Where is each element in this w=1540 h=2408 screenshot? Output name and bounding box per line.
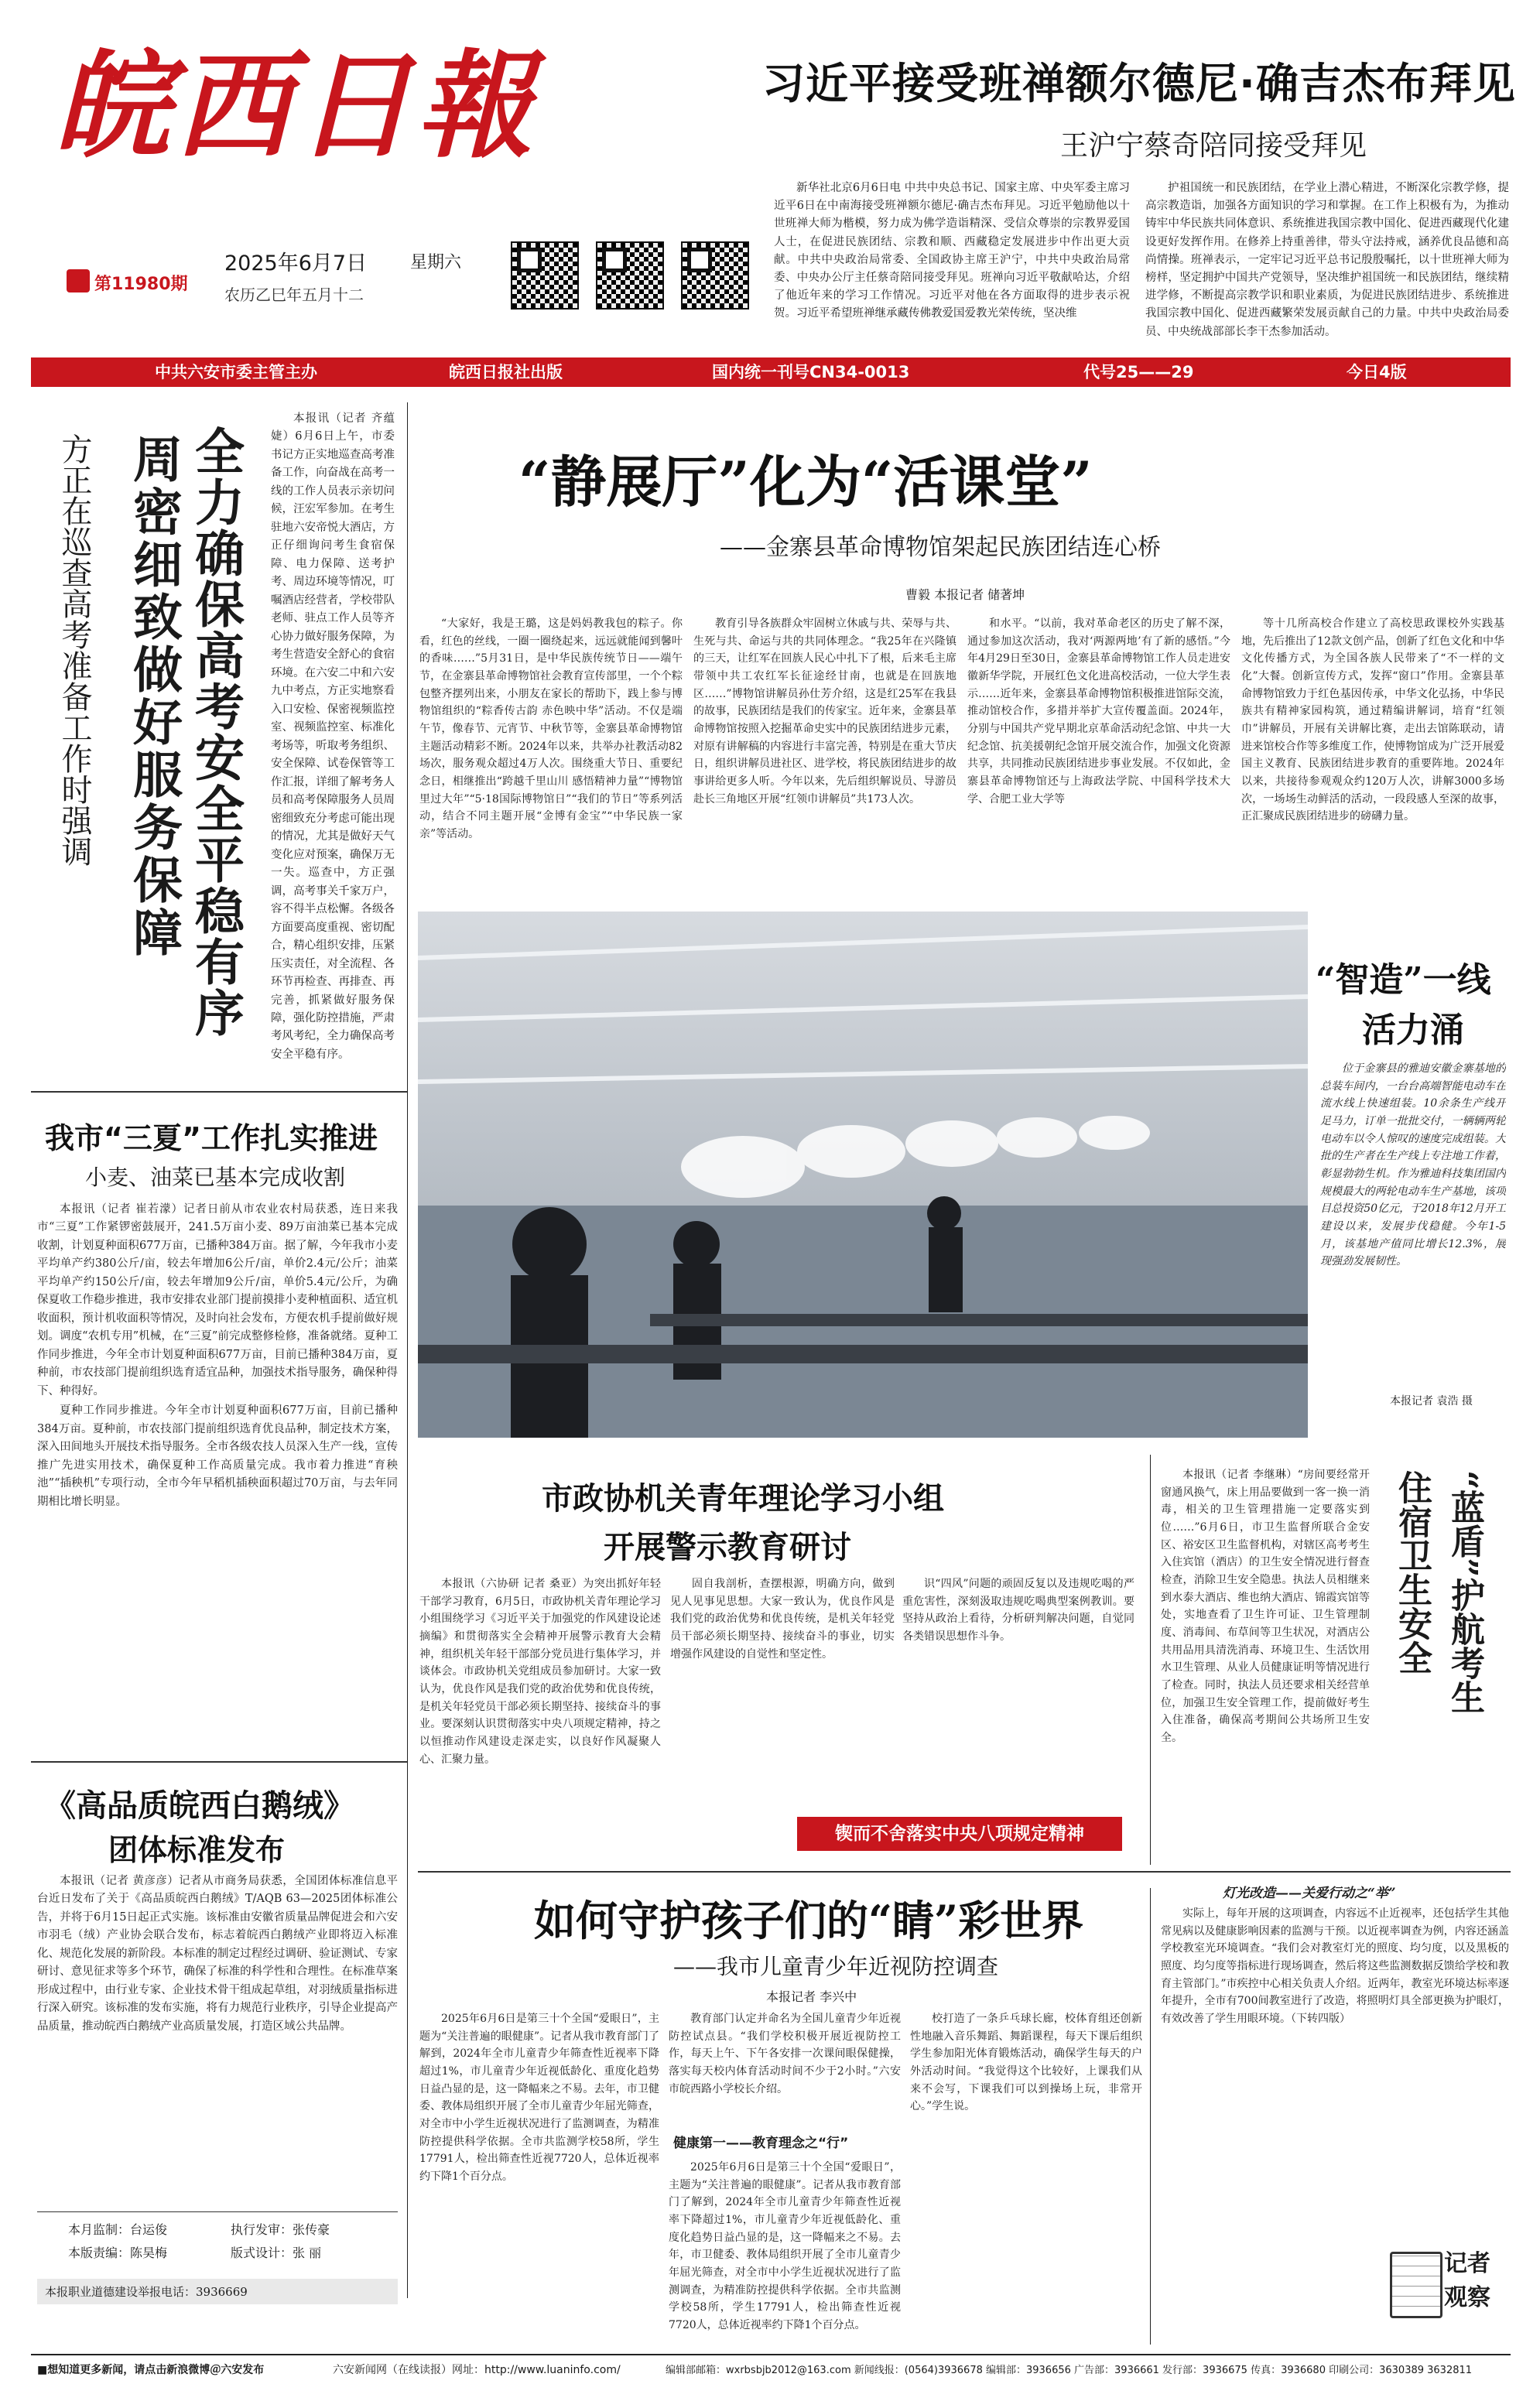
museum-byline: 曹毅 本报记者 储著坤 [905, 587, 1025, 602]
sanxia-title: 我市“三夏”工作扎实推进 [45, 1121, 378, 1155]
sanxia-body: 本报讯（记者 崔若濛）记者日前从市农业农村局获悉，连日来我市“三夏”工作紧锣密鼓展开，241.5万亩小麦、89万亩油菜已基本完成收割，计划夏种面积677万亩，已播种384万亩。据了解，今年我市小麦平均单产约380公斤/亩，较去年增加6公斤/亩，单价2.4元/公斤；油菜平均单产约150公斤/亩，较去年增加9公斤/亩，单价5.4元/公斤，为确保夏收工作稳步推进，我市安排农业部门提前摸排小麦种植面积、适宜机收面积，预计机收面积等情况，及时向社会发布，方便农机手提前做好规划。调度“农机专用”机械，在“三夏”前完成整修检修，准备就绪。夏种工作同步推进，今年全市计划夏种面积677万亩，目前已播种384万亩，夏种前，市农技部门提前组织选育适宜品种，加强技术指导服务，确保种得下、种得好。 夏种工作同步推进。今年全市计划夏种面积677万亩，目前已播种384万亩。夏种前，市农技部门提前组织选育优良品种，制定技术方案，深入田间地头开展技术指导服务。全市各级农技人员深入生产一线，宣传推广先进实用技术，确保夏种工作高质量完成。我市着力推进“育秧池”“插秧机”专项行动，全市今年早稻机插秧面积超过70万亩，与去年同期相比增长明显。 [37, 1203, 398, 1508]
reporter-note-badge [1385, 2236, 1509, 2337]
eyes-col-2b: 2025年6月6日是第三十个全国“爱眼日”，主题为“关注普遍的眼健康”。记者从我市教育部门了解到，2024年全市儿童青少年筛查性近视率下降超过1%，市儿童青少年近视低龄化、重度化趋势日益凸显的是，这一降幅来之不易。去年，市卫健委、教体局组织开展了全市儿童青少年屈光筛查，对全市中小学生近视状况进行了监测调查，为精准防控提供科学依据。全市共监测学校58所，学生17791人，检出筛查性近视7720人，总体近视率约下降1个百分点。 [669, 2161, 901, 2332]
page-count: 今日4版 [1347, 363, 1407, 381]
info-bar [31, 357, 1511, 387]
lead-col-2: 护祖国统一和民族团结，在学业上潜心精进，不断深化宗教学修，提高宗教造诣，加强各方面知识的学习和掌握。在工作上积极有为，为推动铸牢中华民族共同体意识、系统推进我国宗教中国化、促进西藏现代化建设更好发挥作用。在修养上持重善律，带头守法持戒，涵养优良品德和高尚情操。班禅表示，一定牢记习近平总书记殷殷嘱托，以十世班禅大师为榜样，坚定拥护中国共产党领导，坚决维护祖国统一和民族团结，继续精进学修，不断提高宗教学识和职业素质，为促进民族团结进步、系统推进我国宗教中国化、促进西藏繁荣发展贡献自己的力量。中共中央政治局委员、中央统战部部长李干杰参加活动。 [1145, 182, 1509, 338]
goose-subtitle: 团体标准发布 [108, 1833, 286, 1867]
museum-col-1: “大家好，我是王璐，这是妈妈教我包的粽子。你看，红色的丝线，一圈一圈绕起来，远远就能闻到馨叶的香味……”5月31日，是中华民族传统节日——端午节，在金寨县革命博物馆社会教育宣传部里，一个个粽包整齐摆列出来，小朋友在家长的帮助下，践上参与博物馆组织的“粽香传古韵 赤色映中华”活动。不仅是端午节，像春节、元宵节、中秋节等，金寨县革命博物馆主题活动精彩不断。2024年以来，共举办社教活动82场次，服务观众超过4万人次。围绕重大节日、重要纪念日，相继推出“跨越千里山川 感悟精神力量”“博物馆里过大年”“5·18国际博物馆日”“我们的节日”等系列活动，结合不同主题开展“金博有金宝”“中华民族一家亲”等活动。 [419, 617, 683, 841]
lunar-date: 农历乙巳年五月十二 [224, 286, 364, 304]
lead-col-1: 新华社北京6月6日电 中共中央总书记、国家主席、中央军委主席习近平6日在中南海接受班禅额尔德尼·确吉杰布拜见。习近平勉励他以十世班禅大师为楷模，努力成为佛学造诣精深、受信众尊崇的宗教界爱国人士，在促进民族团结、宗教和顺、西藏稳定发展进步中作出更大贡献。中共中央政治局常委、全国政协主席王沪宁，中共中央政治局常委、中央办公厅主任蔡奇陪同接受拜见。班禅向习近平敬献哈达，介绍了他近年来的学习工作情况。习近平对他在各方面取得的进步表示祝贺。习近平希望班禅继承藏传佛教爱国爱教光荣传统，坚决维 [774, 182, 1130, 320]
eyes-side-body: 实际上，每年开展的这项调查，内容远不止近视率，还包括学生其他常见病以及健康影响因素的监测与干预。以近视率调查为例，内容还涵盖学校教室光环境调查。“我们会对教室灯光的照度、均匀度，以及黑板的照度、均匀度等指标进行现场调查，然后将这些监测数据反馈给学校和教育主管部门。”市疾控中心相关负责人介绍。近两年，教室光环境达标率逐年提升，全市有700间教室进行了改造，将照明灯具全部更换为护眼灯，有效改善了学生用眼环境。（下转四版） [1161, 1907, 1509, 2026]
sponsor: 中共六安市委主管主办 [155, 363, 317, 381]
issue-date: 2025年6月7日 [224, 251, 368, 275]
masthead-logo: 皖西日報 [54, 38, 538, 174]
qr-code-2[interactable] [596, 241, 664, 310]
factory-photo [418, 912, 1308, 1438]
youth-title-2: 开展警示教育研讨 [604, 1530, 851, 1565]
serial-number: 国内统一刊号CN34-0013 [712, 363, 910, 381]
museum-title: “静展厅”化为“活课堂” [518, 449, 1093, 515]
left-story-title-1: 全力确保高考安全平稳有序 [187, 426, 244, 1038]
museum-col-4: 等十几所高校合作建立了高校思政课校外实践基地，先后推出了12款文创产品，创新了红色文化和中华文化传播方式，为全国各族人民带来了“不一样的文化”大餐。创新宣传方式，发挥“窗口”作用。金寨县革命博物馆致力于红色基因传承，中华文化弘扬，中华民族共有精神家园构筑，通过精编讲解词，培育“红领巾”讲解员，开展有关讲解比赛，走出去馆陈联动，请进来馆校合作等多维度工作，使博物馆成为广泛开展爱国主义教育、民族团结进步教育的重要阵地。2024年以来，共接待参观观众约120万人次，讲解3000多场次，一场场生动鲜活的活动，一段段感人至深的故事，正汇聚成民族团结进步的磅礴力量。 [1241, 617, 1504, 823]
blueshield-body: 本报讯（记者 李继琳）“房间要经常开窗通风换气，床上用品要做到一客一换一消毒，相关的卫生管理措施一定要落实到位……”6月6日，市卫生监督所联合金安区、裕安区卫生监督机构，对辖区高考考生入住宾馆（酒店）的卫生安全情况进行督查检查，消除卫生安全隐患。执法人员相继来到水泰大酒店、维也纳大酒店、锦霞宾馆等处，实地查看了卫生许可证、卫生管理制度、消毒间、布草间等卫生状况，对酒店公共用品用具清洗消毒、环境卫生、生活饮用水卫生管理、从业人员健康证明等情况进行了检查。同时，执法人员还要求相关经营单位，加强卫生安全管理工作，提前做好考生入住准备，确保高考期间公共场所卫生安全。 [1161, 1469, 1370, 1745]
photo-feature-title-2: 活力涌 [1362, 1011, 1464, 1050]
left-story-deck: 方正在巡查高考准备工作时强调 [56, 433, 92, 867]
eyes-col-2: 教育部门认定并命名为全国儿童青少年近视防控试点县。“我们学校积极开展近视防控工作，每天上午、下午各安排一次课间眼保健操，落实每天校内体育活动时间不少于2小时。”六安市皖西路小学校长介绍。 [669, 2013, 901, 2095]
youth-col-3: 识“四风”问题的顽固反复以及违规吃喝的严重危害性，深刻汲取违规吃喝典型案例教训。要坚持从政治上看待，分析研判解决问题，自觉同各类错误思想作斗争。 [902, 1578, 1134, 1644]
museum-subtitle: ——金寨县革命博物馆架起民族团结连心桥 [720, 534, 1161, 561]
left-story-body: 本报讯（记者 齐蕴婕）6月6日上午，市委书记方正实地巡查高考准备工作，向奋战在高考一线的工作人员表示亲切问候，汪宏军参加。在考生驻地六安帝悦大酒店，方正仔细询问考生食宿保障、电力保障、送考护考、周边环境等情况，叮嘱酒店经营者，学校带队老师、驻点工作人员等齐心协力做好服务保障，为考生营造安全舒心的食宿环境。在六安二中和六安九中考点，方正实地察看入口安检、保密视频监控室、视频监控室、标准化考场等，听取考务组织、安全保障、试卷保管等工作汇报，详细了解考务人员和高考保障服务人员周密细致充分考虑可能出现的情况，尤其是做好天气变化应对预案，确保万无一失。巡查中，方正强调，高考事关千家万户，容不得半点松懈。各级各方面要高度重视、密切配合，精心组织安排，压紧压实责任，对全流程、各环节再检查、再排查、再完善，抓紧做好服务保障，强化防控措施，严肃考风考纪，全力确保高考安全平稳有序。 [271, 412, 395, 1061]
goose-body: 本报讯（记者 黄彦彦）记者从市商务局获悉，全国团体标准信息平台近日发布了关于《高品质皖西白鹅绒》T/AQB 63—2025团体标准公告，并将于6月15日起正式实施。该标准由安徽省质量品牌促进会和六安市羽毛（绒）产业协会联合发布，标志着皖西白鹅绒产业即将迈入标准化、规范化发展的新阶段。本标准的制定过程经过调研、验证测试、专家研讨、意见征求等多个环节，确保了标准的科学性和合理性。在标准草案形成过程中，由行业专家、企业技术骨干组成起草组，对羽绒质量指标进行深入研究。该标准的发布实施，将有力规范行业秩序，引导企业提高产品质量，推动皖西白鹅绒产业高质量发展，打造区域公共品牌。 [37, 1875, 398, 2033]
qr-code-3[interactable] [681, 241, 749, 310]
eyes-col-3: 校打造了一条乒乓球长廊，校体育组还创新性地融入音乐舞蹈、舞蹈课程，每天下课后组织学生参加阳光体育锻炼活动，确保学生每天的户外活动时间。“我觉得这个比较好，上课我们从来不会写，下课我们可以到操场上玩，非常开心。”学生说。 [910, 2013, 1142, 2113]
lead-title: 习近平接受班禅额尔德尼·确吉杰布拜见 [762, 59, 1516, 108]
goose-title: 《高品质皖西白鹅绒》 [45, 1788, 354, 1824]
footer-contact: 编辑部邮箱：wxrbsbjb2012@163.com 新闻线报：(0564)3936678 编辑部：3936656 广告部：3936661 发行部：3936675 传真：3936680 印刷公司：3630389 3632811 [666, 2365, 1473, 2376]
youth-tag: 锲而不舍落实中央八项规定精神 [797, 1817, 1122, 1851]
blueshield-title-2: 住宿卫生安全 [1392, 1470, 1432, 1674]
notebook-icon [1390, 2252, 1442, 2318]
youth-col-2: 固自我剖析，查摆根源，明确方向，做到见人见事见思想。大家一致认为，优良作风是我们党的政治优势和优良传统，是机关年轻党员干部必须长期坚持、接续奋斗的事业，切实增强作风建设的自觉性和坚定性。 [670, 1578, 895, 1661]
footer-weibo[interactable]: ■想知道更多新闻，请点击新浪微博＠六安发布 [37, 2364, 265, 2376]
museum-col-3: 和水平。“以前，我对革命老区的历史了解不深，通过参加这次活动，我对‘两源两地’有了新的感悟。”今年4月29日至30日，金寨县革命博物馆工作人员走进安徽新华学院，开展红色文化进高校活动，一位大学生表示……近年来，金寨县革命博物馆积极推进馆际交流，推动馆校合作，多措并举扩大宣传覆盖面。2024年，分别与中国共产党早期北京革命活动纪念馆、中共一大纪念馆、抗美援朝纪念馆开展交流合作，加强文化资源共享，共同推动民族团结进步事业发展。不仅如此，金寨县革命博物馆还与上海政法学院、中国科学技术大学、合肥工业大学等 [967, 617, 1230, 806]
eyes-title: 如何守护孩子们的“睛”彩世界 [534, 1896, 1084, 1945]
reporter-note-label: 记者观察 [1444, 2250, 1490, 2311]
issue-weekday: 星期六 [410, 253, 462, 272]
photo-credit: 本报记者 袁浩 摄 [1390, 1395, 1473, 1408]
sanxia-subtitle: 小麦、油菜已基本完成收割 [85, 1165, 346, 1190]
youth-col-1: 本报讯（六协研 记者 桑亚）为突出抓好年轻干部学习教育，6月5日，市政协机关青年理论学习小组围绕学习《习近平关于加强党的作风建设论述摘编》和贯彻落实全会精神开展警示教育大会精神，组织机关年轻干部部分党员进行集体学习，并谈体会。市政协机关党组成员参加研讨。大家一致认为，优良作风是我们党的政治优势和优良传统，是机关年轻党员干部必须长期坚持、接续奋斗的事业。要深刻认识贯彻落实中央八项规定精神，持之以恒推动作风建设走深走实，以良好作风凝聚人心、汇聚力量。 [419, 1578, 661, 1766]
editors-box: 本月监制：台运俊 执行发审：张传豪 本版责编：陈昊梅 版式设计：张 丽 [37, 2211, 398, 2274]
eyes-subtitle: ——我市儿童青少年近视防控调查 [673, 1954, 999, 1979]
issue-number: 第11980期 [94, 275, 188, 294]
masthead-emblem-icon [67, 269, 90, 292]
eyes-byline: 本报记者 李兴中 [766, 1989, 857, 2004]
museum-col-2: 教育引导各族群众牢固树立休戚与共、荣辱与共、生死与共、命运与共的共同体理念。“我25年在兴隆镇的三天，让红军在回族人民心中扎下了根，后来毛主席带领中共工农红军长征途经甘南，也就是在回族地区……”博物馆讲解员孙仕芳介绍，这是红25军在我县的故事，民族团结是我们的传家宝。近年来，金寨县革命博物馆按照入挖掘革命史实中的民族团结进步元素，对原有讲解稿的内容进行丰富完善，特别是在重大节庆日，组织讲解员进社区、进学校，将民族团结进步的故事讲给更多人听。今年以来，先后组织解说员、导游员赴长三角地区开展“红领巾讲解员”共173人次。 [693, 617, 957, 806]
photo-feature-caption: 位于金寨县的雅迪安徽金寨基地的总装车间内，一台台高端智能电动车在流水线上快速组装。10余条生产线开足马力，订单一批批交付，一辆辆两轮电动车以令人惊叹的速度完成组装。大批的生产者在生产线上专注地工作着，彰显勃勃生机。作为雅迪科技集团国内规模最大的两轮电动车生产基地，该项目总投资50亿元，于2018年12月开工建设以来，发展步伐稳健。今年1-5月，该基地产值同比增长12.3%，展现强劲发展韧性。 [1320, 1062, 1506, 1268]
blueshield-title-1: “蓝盾”护航考生 [1445, 1470, 1484, 1714]
eyes-col-1: 2025年6月6日是第三十个全国“爱眼日”，主题为“关注普遍的眼健康”。记者从我市教育部门了解到，2024年全市儿童青少年筛查性近视率下降超过1%，市儿童青少年近视低龄化、重度化趋势日益凸显的是，这一降幅来之不易。去年，市卫健委、教体局组织开展了全市儿童青少年屈光筛查，对全市中小学生近视状况进行了监测调查，为精准防控提供科学依据。全市共监测学校58所，学生17791人，检出筛查性近视7720人，总体近视率约下降1个百分点。 [419, 2013, 659, 2184]
report-line: 本报职业道德建设举报电话：3936669 [37, 2279, 398, 2304]
left-story-title-2: 周密细致做好服务保障 [125, 433, 182, 959]
publisher: 皖西日报社出版 [449, 363, 563, 381]
photo-feature-title-1: “智造”一线 [1316, 960, 1491, 1000]
lead-subtitle: 王沪宁蔡奇陪同接受拜见 [1060, 130, 1367, 162]
eyes-side-title: 灯光改造——关爱行动之“举” [1223, 1886, 1396, 1901]
postal-code: 代号25——29 [1083, 363, 1194, 381]
eyes-mid-title: 健康第一——教育理念之“行” [673, 2136, 849, 2151]
qr-code-1[interactable] [511, 241, 579, 310]
youth-title-1: 市政协机关青年理论学习小组 [542, 1481, 944, 1517]
footer-website[interactable]: 六安新闻网（在线读报）网址：http://www.luaninfo.com/ [333, 2364, 621, 2376]
